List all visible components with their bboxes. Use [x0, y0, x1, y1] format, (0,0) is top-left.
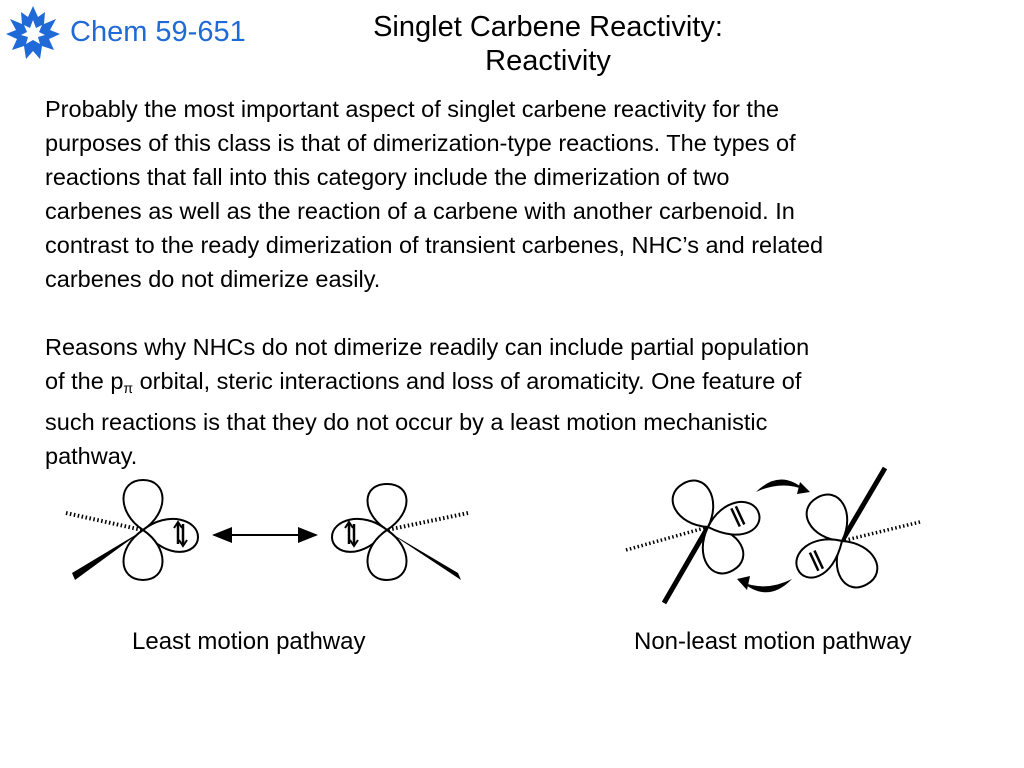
paragraph-line: such reactions is that they do not occur by a least motion mechanistic [45, 409, 768, 435]
paragraph-line: contrast to the ready dimerization of transient carbenes, NHC’s and related [45, 232, 824, 258]
title-line-1: Singlet Carbene Reactivity: [373, 11, 723, 43]
pi-subscript: π [123, 380, 134, 396]
paragraph-line: Probably the most important aspect of singlet carbene reactivity for the [45, 96, 780, 122]
orbital-diagrams [0, 460, 1024, 620]
title-line-2: Reactivity [485, 45, 611, 77]
paragraph-line: reactions that fall into this category include the dimerization of two [45, 164, 730, 190]
paragraph-line: carbenes as well as the reaction of a carbene with another carbenoid. In [45, 198, 795, 224]
course-label: Chem 59-651 [70, 16, 246, 48]
caption-least-motion: Least motion pathway [132, 628, 366, 655]
carbene-right-least [332, 484, 468, 580]
line-segment: orbital, steric interactions and loss of aromaticity. One feature of [133, 368, 802, 394]
carbene-left-least [66, 480, 198, 580]
paragraph-line [45, 364, 1005, 405]
paragraph-line: pathway. [45, 443, 138, 469]
paragraph-line: purposes of this class is that of dimerization-type reactions. The types of [45, 130, 796, 156]
maple-leaf-logo-icon [4, 4, 62, 62]
carbene-pair-nonleast [626, 468, 920, 603]
paragraph-line: Reasons why NHCs do not dimerize readily can include partial population [45, 334, 810, 360]
paragraph-line: carbenes do not dimerize easily. [45, 266, 381, 292]
paragraph-1 [45, 92, 1005, 296]
page-title [300, 10, 796, 78]
caption-non-least-motion: Non-least motion pathway [634, 628, 912, 655]
rotation-arrow-top [756, 479, 805, 492]
line-segment: of the p [45, 368, 124, 394]
paragraph-2 [45, 330, 1005, 473]
rotation-arrow-bottom [742, 579, 792, 592]
